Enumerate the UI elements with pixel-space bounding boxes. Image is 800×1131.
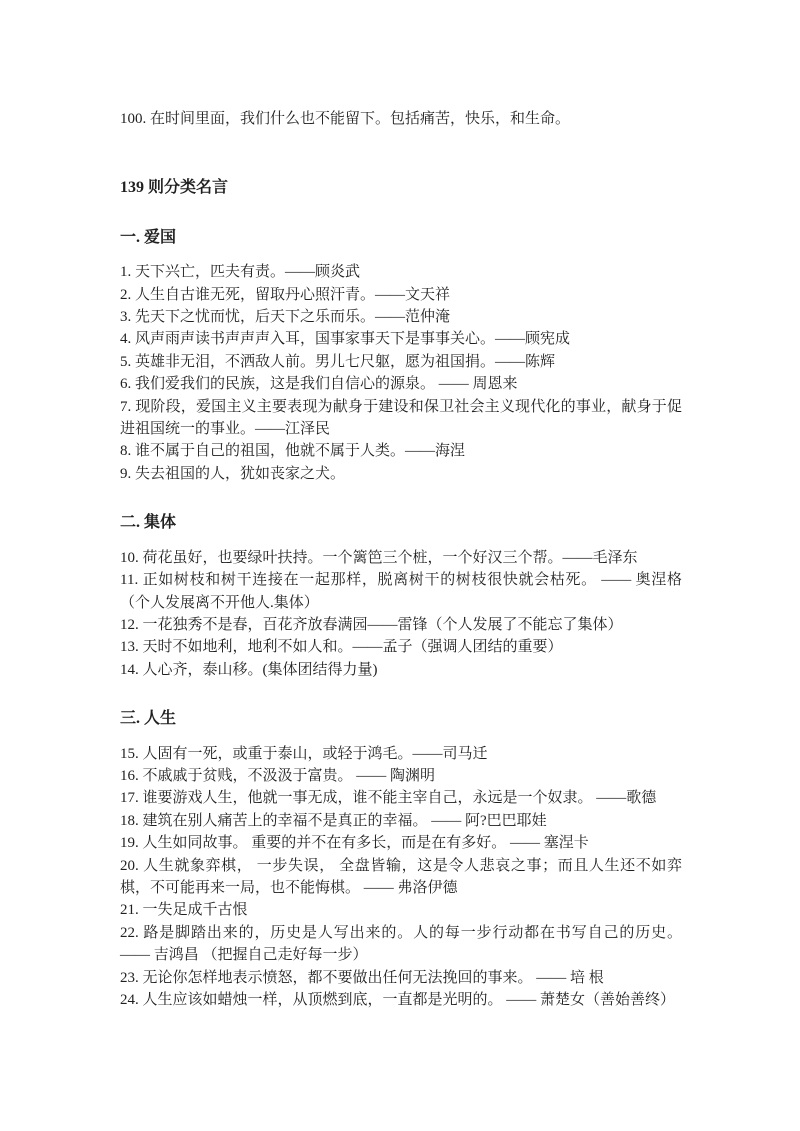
quote-line-21: 21. 一失足成千古恨: [120, 902, 248, 919]
quote-line-11: 11. 正如树枝和树干连接在一起那样，脱离树干的树枝很快就会枯死。 —— 奥涅格 （个人发展离不开他人.集体）: [120, 572, 682, 611]
quote-line-18: 18. 建筑在别人痛苦上的幸福不是真正的幸福。 —— 阿?巴巴耶娃: [120, 812, 547, 829]
quote-line-4: 4. 风声雨声读书声声声入耳，国事家事天下是事事关心。——顾宪成: [120, 331, 571, 348]
quote-line-15: 15. 人固有一死，或重于泰山，或轻于鸿毛。——司马迁: [120, 745, 488, 762]
quote-line-6: 6. 我们爱我们的民族，这是我们自信心的源泉。 —— 周恩来: [120, 376, 518, 393]
quote-line-13: 13. 天时不如地利，地利不如人和。——孟子（强调人团结的重要）: [120, 639, 563, 656]
section-patriotism: [120, 227, 682, 485]
paragraph-quote-100: 100. 在时间里面，我们什么也不能留下。包括痛苦，快乐，和生命。: [120, 111, 571, 127]
quote-line-19: 19. 人生如同故事。 重要的并不在有多长，而是在有多好。 —— 塞涅卡: [120, 835, 589, 852]
quote-line-24: 24. 人生应该如蜡烛一样，从顶燃到底，一直都是光明的。 —— 萧楚女（善始善终）: [120, 992, 676, 1008]
quote-line-14: 14. 人心齐，泰山移。(集体团结得力量): [120, 661, 378, 678]
quote-line-5: 5. 英雄非无泪，不洒敌人前。男儿七尺躯，愿为祖国捐。——陈辉: [120, 353, 556, 370]
quote-line-2: 2. 人生自古谁无死，留取丹心照汗青。——文天祥: [120, 286, 451, 303]
quote-list-patriotism: [120, 261, 682, 485]
quote-line-17: 17. 谁要游戏人生，他就一事无成，谁不能主宰自己，永远是一个奴隶。 ——歌德: [120, 790, 657, 807]
quote-line-1: 1. 天下兴亡，匹夫有责。——顾炎武: [120, 264, 361, 281]
quote-line-16: 16. 不戚戚于贫贱，不汲汲于富贵。 —— 陶渊明: [120, 767, 436, 784]
quote-line-20: 20. 人生就象弈棋， 一步失误， 全盘皆输，这是令人悲哀之事；而且人生还不如弈棋，不可能再来一局，也不能悔棋。 —— 弗洛伊德: [120, 857, 682, 896]
quote-line-10: 10. 荷花虽好，也要绿叶扶持。一个篱笆三个桩，一个好汉三个帮。——毛泽东: [120, 549, 638, 566]
section-heading-life: 三. 人生: [120, 710, 177, 728]
section-collective: [120, 512, 682, 681]
quote-line-7: 7. 现阶段，爱国主义主要表现为献身于建设和保卫社会主义现代化的事业，献身于促进祖国统一的事业。——江泽民: [120, 398, 682, 438]
quote-line-12: 12. 一花独秀不是春，百花齐放春满园——雷锋（个人发展了不能忘了集体）: [120, 616, 623, 633]
quote-list-life: [120, 743, 682, 1012]
quote-line-22: 22. 路是脚踏出来的，历史是人写出来的。人的每一步行动都在书写自己的历史。 —— 吉鸿昌 （把握自己走好每一步）: [120, 924, 682, 964]
quote-list-collective: [120, 547, 682, 681]
section-heading-patriotism: 一. 爱国: [120, 228, 177, 246]
section-life: [120, 708, 682, 1011]
quote-line-23: 23. 无论你怎样地表示愤怒，都不要做出任何无法挽回的事来。 —— 培 根: [120, 969, 604, 986]
document-title: 139 则分类名言: [120, 179, 229, 197]
section-heading-collective: 二. 集体: [120, 514, 177, 532]
quote-line-3: 3. 先天下之忧而忧，后天下之乐而乐。——范仲淹: [120, 309, 451, 326]
quote-line-9: 9. 失去祖国的人，犹如丧家之犬。: [120, 465, 346, 482]
quote-line-8: 8. 谁不属于自己的祖国，他就不属于人类。——海涅: [120, 443, 466, 460]
